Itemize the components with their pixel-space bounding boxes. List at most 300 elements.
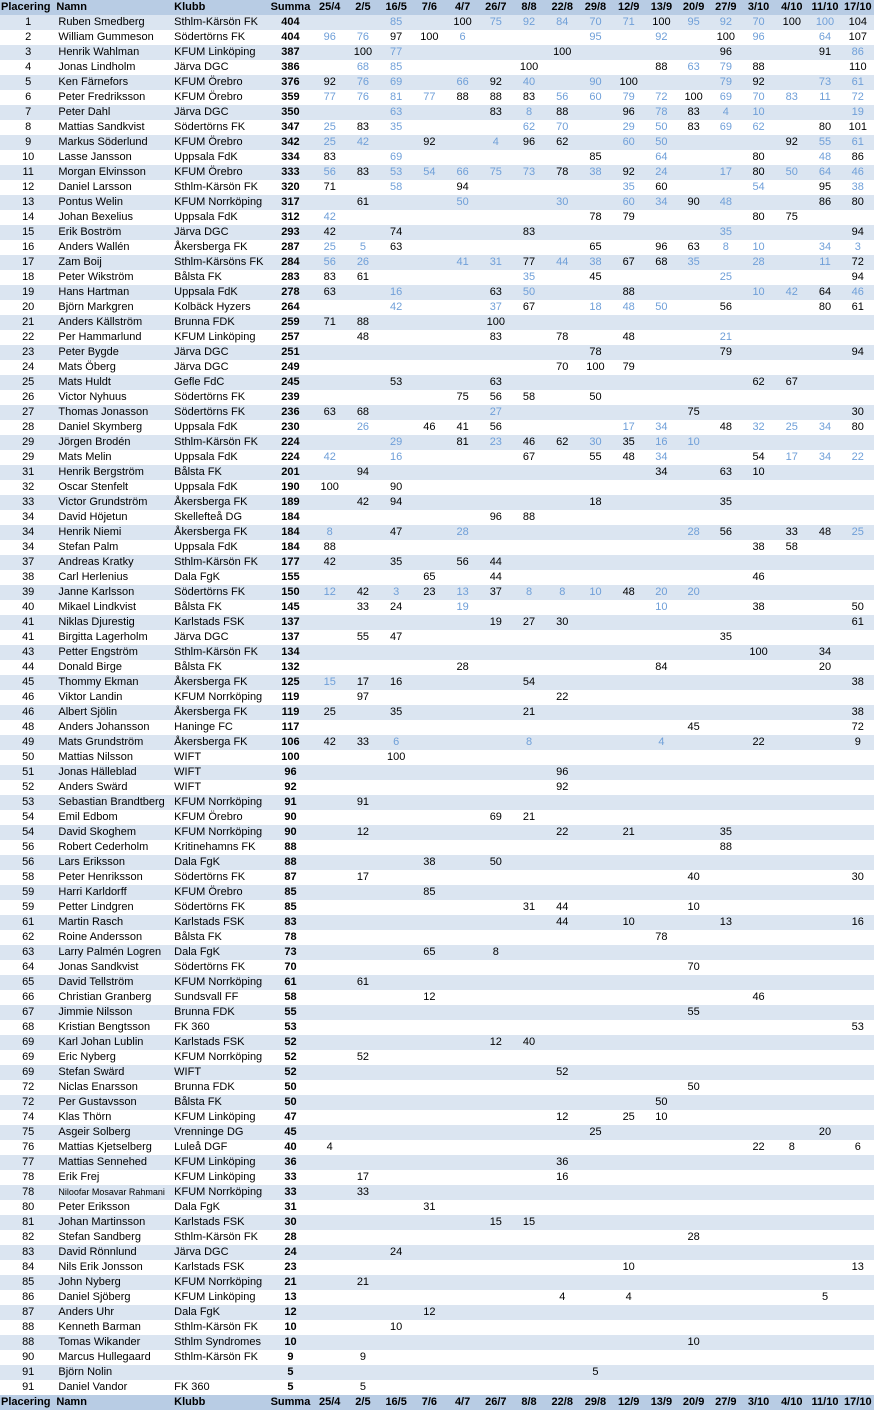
score-cell: 88 (612, 285, 645, 300)
score-cell (710, 660, 742, 675)
score-cell (479, 1365, 512, 1380)
score-cell (380, 1035, 413, 1050)
score-cell (413, 705, 446, 720)
table-row (0, 570, 874, 585)
score-cell (742, 585, 775, 600)
summa-cell: 83 (268, 915, 313, 930)
score-cell (775, 780, 808, 795)
name-cell: Birgitta Lagerholm (56, 630, 172, 645)
placering-cell: 56 (0, 855, 56, 870)
score-cell (710, 930, 742, 945)
score-cell (446, 540, 479, 555)
summa-cell: 257 (268, 330, 313, 345)
score-cell (645, 1305, 677, 1320)
club-cell: Södertörns FK (172, 900, 268, 915)
score-cell (313, 1305, 346, 1320)
score-cell (546, 1350, 579, 1365)
score-cell (612, 480, 645, 495)
score-cell (678, 390, 710, 405)
score-cell (742, 1095, 775, 1110)
score-cell: 30 (546, 615, 579, 630)
score-cell (546, 945, 579, 960)
score-cell: 33 (346, 1185, 379, 1200)
club-cell: KFUM Örebro (172, 75, 268, 90)
score-cell (546, 1260, 579, 1275)
club-cell: Sthlm-Kärsön FK (172, 435, 268, 450)
score-cell (742, 1320, 775, 1335)
name-cell: David Höjetun (56, 510, 172, 525)
club-cell: KFUM Örebro (172, 810, 268, 825)
placering-cell: 10 (0, 150, 56, 165)
score-cell: 18 (579, 495, 612, 510)
score-cell (313, 1320, 346, 1335)
score-cell (742, 1065, 775, 1080)
score-cell (512, 825, 545, 840)
club-cell: Sthlm-Kärsön FK (172, 1320, 268, 1335)
score-cell (742, 330, 775, 345)
score-cell (546, 855, 579, 870)
score-cell (479, 765, 512, 780)
score-cell (579, 615, 612, 630)
footer-date-14: 3/10 (742, 1395, 775, 1410)
score-cell (645, 570, 677, 585)
score-cell (413, 1245, 446, 1260)
table-row (0, 690, 874, 705)
score-cell (413, 180, 446, 195)
club-cell: Kolbäck Hyzers (172, 300, 268, 315)
score-cell (742, 510, 775, 525)
score-cell (380, 540, 413, 555)
club-cell: KFUM Linköping (172, 1290, 268, 1305)
score-cell (446, 975, 479, 990)
name-cell: Mats Öberg (56, 360, 172, 375)
score-cell: 88 (446, 90, 479, 105)
score-cell (512, 195, 545, 210)
score-cell: 10 (742, 240, 775, 255)
table-row (0, 540, 874, 555)
name-cell: Andreas Kratky (56, 555, 172, 570)
score-cell (612, 375, 645, 390)
score-cell: 37 (479, 300, 512, 315)
score-cell (380, 1215, 413, 1230)
score-cell (512, 150, 545, 165)
summa-cell: 134 (268, 645, 313, 660)
score-cell (678, 630, 710, 645)
score-cell (446, 705, 479, 720)
table-row (0, 240, 874, 255)
score-cell (710, 1005, 742, 1020)
club-cell: Sthlm-Kärsön FK (172, 555, 268, 570)
score-cell (313, 1290, 346, 1305)
score-cell: 63 (678, 240, 710, 255)
score-cell (678, 450, 710, 465)
summa-cell: 333 (268, 165, 313, 180)
score-cell (380, 210, 413, 225)
score-cell: 25 (313, 135, 346, 150)
score-cell (678, 555, 710, 570)
table-row (0, 1155, 874, 1170)
score-cell (808, 390, 841, 405)
score-cell: 62 (546, 135, 579, 150)
table-row (0, 435, 874, 450)
score-cell: 80 (808, 300, 841, 315)
placering-cell: 38 (0, 570, 56, 585)
score-cell (842, 885, 874, 900)
placering-cell: 63 (0, 945, 56, 960)
score-cell (346, 1080, 379, 1095)
score-cell (742, 525, 775, 540)
score-cell (446, 1320, 479, 1335)
score-cell: 50 (645, 135, 677, 150)
name-cell: Anders Johansson (56, 720, 172, 735)
placering-cell: 90 (0, 1350, 56, 1365)
score-cell: 88 (346, 315, 379, 330)
score-cell (479, 705, 512, 720)
placering-cell: 12 (0, 180, 56, 195)
score-cell (479, 1140, 512, 1155)
score-cell: 50 (842, 600, 874, 615)
club-cell: Dala FgK (172, 570, 268, 585)
score-cell: 79 (710, 60, 742, 75)
score-cell: 62 (742, 375, 775, 390)
score-cell (512, 1320, 545, 1335)
score-cell (775, 1335, 808, 1350)
score-cell (346, 105, 379, 120)
score-cell: 8 (313, 525, 346, 540)
score-cell: 74 (380, 225, 413, 240)
score-cell: 69 (710, 120, 742, 135)
score-cell (612, 795, 645, 810)
score-cell: 75 (775, 210, 808, 225)
score-cell: 65 (413, 570, 446, 585)
score-cell (313, 615, 346, 630)
name-cell: Mattias Nilsson (56, 750, 172, 765)
club-cell: Karlstads FSK (172, 1215, 268, 1230)
placering-cell: 82 (0, 1230, 56, 1245)
score-cell (742, 1305, 775, 1320)
placering-cell: 66 (0, 990, 56, 1005)
score-cell (579, 1110, 612, 1125)
score-cell (380, 690, 413, 705)
score-cell (710, 150, 742, 165)
score-cell (579, 1230, 612, 1245)
table-row (0, 165, 874, 180)
score-cell (645, 795, 677, 810)
summa-cell: 350 (268, 105, 313, 120)
club-cell: KFUM Linköping (172, 330, 268, 345)
score-cell (742, 555, 775, 570)
score-cell: 63 (313, 285, 346, 300)
table-row (0, 825, 874, 840)
placering-cell: 76 (0, 1140, 56, 1155)
score-cell (546, 540, 579, 555)
score-cell: 56 (710, 300, 742, 315)
score-cell: 56 (313, 165, 346, 180)
placering-cell: 31 (0, 465, 56, 480)
summa-cell: 90 (268, 810, 313, 825)
summa-cell: 137 (268, 630, 313, 645)
score-cell (346, 945, 379, 960)
score-cell: 18 (579, 300, 612, 315)
score-cell (313, 345, 346, 360)
name-cell: Karl Johan Lublin (56, 1035, 172, 1050)
score-cell (313, 1350, 346, 1365)
score-cell: 94 (346, 465, 379, 480)
score-cell (512, 1095, 545, 1110)
score-cell (808, 1275, 841, 1290)
score-cell (612, 885, 645, 900)
score-cell (808, 510, 841, 525)
score-cell (710, 1200, 742, 1215)
score-cell (479, 525, 512, 540)
score-cell (842, 465, 874, 480)
table-row (0, 780, 874, 795)
score-cell (842, 1365, 874, 1380)
score-cell: 85 (413, 885, 446, 900)
score-cell (775, 495, 808, 510)
score-cell (380, 1080, 413, 1095)
score-cell: 101 (842, 120, 874, 135)
table-row (0, 1080, 874, 1095)
score-cell: 56 (710, 525, 742, 540)
table-row (0, 1230, 874, 1245)
score-cell: 54 (413, 165, 446, 180)
score-cell (413, 525, 446, 540)
score-cell (413, 405, 446, 420)
score-cell: 100 (742, 645, 775, 660)
score-cell (710, 885, 742, 900)
score-cell (413, 465, 446, 480)
score-cell (479, 1155, 512, 1170)
score-cell: 33 (346, 735, 379, 750)
score-cell (710, 990, 742, 1005)
score-cell (678, 795, 710, 810)
score-cell (710, 1110, 742, 1125)
score-cell (678, 270, 710, 285)
score-cell (645, 330, 677, 345)
score-cell (313, 1020, 346, 1035)
score-cell (413, 870, 446, 885)
score-cell (842, 1320, 874, 1335)
header-date-14: 3/10 (742, 0, 775, 15)
score-cell (546, 375, 579, 390)
score-cell (512, 780, 545, 795)
score-cell (512, 1170, 545, 1185)
summa-cell: 317 (268, 195, 313, 210)
table-row (0, 480, 874, 495)
score-cell (579, 630, 612, 645)
score-cell (479, 345, 512, 360)
score-cell: 24 (380, 600, 413, 615)
score-cell (775, 870, 808, 885)
score-cell (546, 225, 579, 240)
score-cell: 25 (775, 420, 808, 435)
score-cell (678, 675, 710, 690)
score-cell (346, 765, 379, 780)
score-cell (775, 555, 808, 570)
score-cell (413, 255, 446, 270)
score-cell (710, 1350, 742, 1365)
score-cell (446, 1290, 479, 1305)
summa-cell: 278 (268, 285, 313, 300)
score-cell: 17 (346, 870, 379, 885)
summa-cell: 52 (268, 1065, 313, 1080)
score-cell (645, 1230, 677, 1245)
score-cell (512, 1335, 545, 1350)
table-row (0, 870, 874, 885)
table-row (0, 795, 874, 810)
score-cell (678, 45, 710, 60)
score-cell (742, 1125, 775, 1140)
score-cell: 95 (808, 180, 841, 195)
score-cell (479, 1380, 512, 1395)
score-cell (645, 675, 677, 690)
header-date-3: 16/5 (380, 0, 413, 15)
score-cell: 28 (446, 660, 479, 675)
score-cell (346, 570, 379, 585)
summa-cell: 320 (268, 180, 313, 195)
score-cell (612, 1155, 645, 1170)
score-cell (346, 1305, 379, 1320)
score-cell (842, 900, 874, 915)
name-cell: Morgan Elvinsson (56, 165, 172, 180)
summa-cell: 52 (268, 1050, 313, 1065)
score-cell (346, 1035, 379, 1050)
score-cell (808, 375, 841, 390)
score-cell (546, 645, 579, 660)
footer-date-15: 4/10 (775, 1395, 808, 1410)
score-cell (346, 840, 379, 855)
score-cell (512, 240, 545, 255)
score-cell (775, 75, 808, 90)
name-cell: Hans Hartman (56, 285, 172, 300)
score-cell (710, 1320, 742, 1335)
score-cell: 6 (842, 1140, 874, 1155)
score-cell: 90 (579, 75, 612, 90)
score-cell (380, 1140, 413, 1155)
score-cell (645, 495, 677, 510)
club-cell: Sthlm-Kärsön FK (172, 180, 268, 195)
score-cell: 92 (775, 135, 808, 150)
score-cell (546, 210, 579, 225)
score-cell: 25 (313, 705, 346, 720)
summa-cell: 87 (268, 870, 313, 885)
score-cell: 26 (346, 420, 379, 435)
score-cell: 100 (313, 480, 346, 495)
score-cell (645, 1155, 677, 1170)
summa-cell: 33 (268, 1185, 313, 1200)
score-cell (346, 1230, 379, 1245)
score-cell (346, 1365, 379, 1380)
club-cell: Södertörns FK (172, 870, 268, 885)
score-cell (808, 795, 841, 810)
score-cell (313, 855, 346, 870)
score-cell (512, 420, 545, 435)
score-cell: 52 (546, 1065, 579, 1080)
score-cell: 92 (512, 15, 545, 30)
score-cell (446, 1380, 479, 1395)
score-cell: 8 (512, 735, 545, 750)
score-cell (512, 180, 545, 195)
score-cell (842, 1305, 874, 1320)
summa-cell: 106 (268, 735, 313, 750)
table-row (0, 630, 874, 645)
score-cell (346, 510, 379, 525)
score-cell (413, 225, 446, 240)
score-cell (479, 180, 512, 195)
score-cell (413, 480, 446, 495)
summa-cell: 342 (268, 135, 313, 150)
score-cell (775, 570, 808, 585)
score-cell: 63 (380, 105, 413, 120)
score-cell (842, 570, 874, 585)
score-cell: 24 (645, 165, 677, 180)
score-cell: 30 (579, 435, 612, 450)
score-cell (346, 1140, 379, 1155)
club-cell: Bålsta FK (172, 600, 268, 615)
score-cell (808, 780, 841, 795)
score-cell (313, 1005, 346, 1020)
score-cell (346, 450, 379, 465)
table-row (0, 1350, 874, 1365)
score-cell (346, 525, 379, 540)
score-cell (612, 540, 645, 555)
score-cell (645, 840, 677, 855)
score-cell (512, 1305, 545, 1320)
score-cell: 33 (346, 600, 379, 615)
score-cell (808, 480, 841, 495)
summa-cell: 284 (268, 255, 313, 270)
score-cell: 40 (678, 870, 710, 885)
score-cell (612, 1365, 645, 1380)
name-cell: Peter Henriksson (56, 870, 172, 885)
score-cell (512, 855, 545, 870)
name-cell: Jonas Hälleblad (56, 765, 172, 780)
score-cell (546, 300, 579, 315)
score-cell (313, 45, 346, 60)
score-cell (710, 780, 742, 795)
score-cell: 64 (808, 30, 841, 45)
table-row (0, 15, 874, 30)
score-cell (645, 360, 677, 375)
score-cell (842, 330, 874, 345)
score-cell (645, 1080, 677, 1095)
score-cell (579, 900, 612, 915)
footer-date-17: 17/10 (842, 1395, 874, 1410)
club-cell: KFUM Linköping (172, 1170, 268, 1185)
header-date-9: 29/8 (579, 0, 612, 15)
score-cell (645, 210, 677, 225)
score-cell (380, 1110, 413, 1125)
score-cell (413, 810, 446, 825)
header-date-4: 7/6 (413, 0, 446, 15)
table-row (0, 1125, 874, 1140)
score-cell (775, 990, 808, 1005)
score-cell: 76 (346, 30, 379, 45)
score-cell (546, 720, 579, 735)
score-cell: 12 (479, 1035, 512, 1050)
score-cell: 10 (380, 1320, 413, 1335)
placering-cell: 69 (0, 1065, 56, 1080)
score-cell: 8 (479, 945, 512, 960)
score-cell (313, 195, 346, 210)
score-cell: 29 (612, 120, 645, 135)
score-cell (645, 1140, 677, 1155)
name-cell: Thomas Jonasson (56, 405, 172, 420)
club-cell: Skellefteå DG (172, 510, 268, 525)
score-cell (842, 1095, 874, 1110)
score-cell (546, 270, 579, 285)
